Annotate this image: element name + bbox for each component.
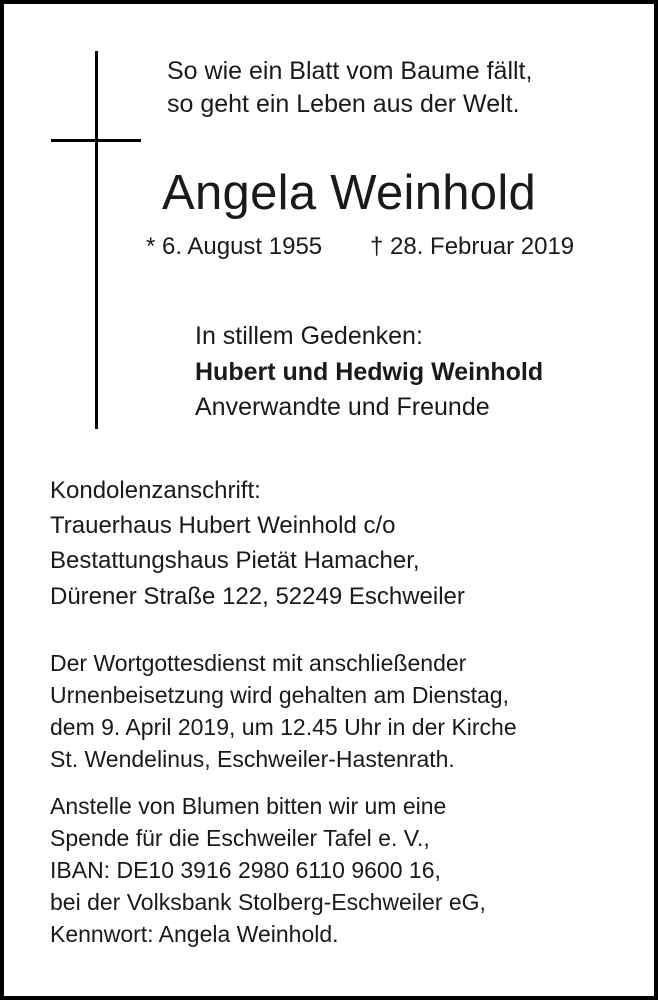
motto-line-1: So wie ein Blatt vom Baume fällt, <box>167 57 533 85</box>
motto-line-2: so geht ein Leben aus der Welt. <box>167 90 520 118</box>
mourners-intro: In stillem Gedenken: <box>195 322 423 350</box>
cross-vertical-bar <box>95 51 98 429</box>
condolence-line: Bestattungshaus Pietät Hamacher, <box>50 547 420 574</box>
deceased-name: Angela Weinhold <box>162 166 537 220</box>
service-line: dem 9. April 2019, um 12.45 Uhr in der Kirche <box>50 714 517 740</box>
condolence-line: Dürener Straße 122, 52249 Eschweiler <box>50 583 465 610</box>
birth-date: * 6. August 1955 <box>146 233 323 260</box>
donation-iban: IBAN: DE10 3916 2980 6110 9600 16, <box>50 857 441 883</box>
mourners-others: Anverwandte und Freunde <box>195 393 490 421</box>
donation-line: Kennwort: Angela Weinhold. <box>50 921 339 947</box>
donation-line: Spende für die Eschweiler Tafel e. V., <box>50 825 430 851</box>
donation-line: bei der Volksbank Stolberg-Eschweiler eG, <box>50 889 486 915</box>
condolence-heading: Kondolenzanschrift: <box>50 477 261 504</box>
service-line: Der Wortgottesdienst mit anschließender <box>50 650 467 676</box>
donation-line: Anstelle von Blumen bitten wir um eine <box>50 793 447 819</box>
cross-horizontal-bar <box>51 139 141 142</box>
condolence-line: Trauerhaus Hubert Weinhold c/o <box>50 512 396 539</box>
service-line: Urnenbeisetzung wird gehalten am Dienstag, <box>50 682 509 708</box>
service-line: St. Wendelinus, Eschweiler-Hastenrath. <box>50 746 455 772</box>
death-date: † 28. Februar 2019 <box>370 233 575 260</box>
mourners-family: Hubert und Hedwig Weinhold <box>195 358 544 386</box>
